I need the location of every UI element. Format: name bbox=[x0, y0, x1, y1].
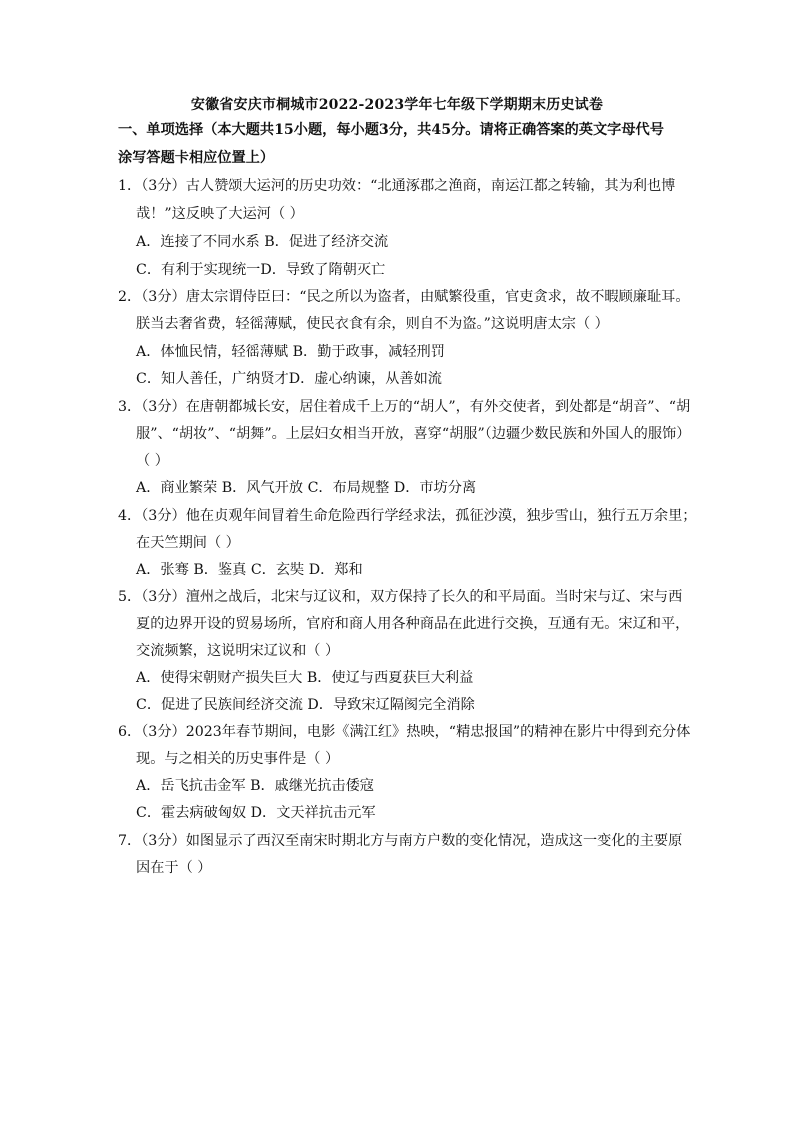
question-text-line: 6．（3分）2023年春节期间，电影《满江红》热映，“精忠报国”的精神在影片中得到充分体 bbox=[118, 724, 691, 740]
question-option-line: A．商业繁荣 B．风气开放 C．布局规整 D．市坊分离 bbox=[136, 480, 477, 496]
question-option-line: A．体恤民情，轻徭薄赋 B．勤于政事，减轻刑罚 bbox=[136, 344, 445, 360]
question-text-line: 服”、“胡妆”、“胡舞”。上层妇女相当开放，喜穿“胡服”（边疆少数民族和外国人的服饰） bbox=[136, 426, 691, 442]
question-option-line: A．使得宋朝财产损失巨大 B．使辽与西夏获巨大利益 bbox=[136, 670, 474, 686]
question-text-line: 5．（3分）澶州之战后，北宋与辽议和，双方保持了长久的和平局面。当时宋与辽、宋与西 bbox=[118, 589, 683, 605]
question-text-line: 4．（3分）他在贞观年间冒着生命危险西行学经求法，孤征沙漠，独步雪山，独行五万余里； bbox=[118, 508, 697, 524]
question-option-line: A．岳飞抗击金军 B．戚继光抗击倭寇 bbox=[136, 778, 374, 794]
question-text-line: 夏的边界开设的贸易场所，官府和商人用各种商品在此进行交换，互通有无。宋辽和平， bbox=[136, 616, 690, 632]
question-text-line: 2．（3分）唐太宗谓侍臣曰：“民之所以为盗者，由赋繁役重，官吏贪求，故不暇顾廉耻耳。 bbox=[118, 289, 690, 305]
question-text-line: 7．（3分）如图显示了西汉至南宋时期北方与南方户数的变化情况，造成这一变化的主要原 bbox=[118, 833, 683, 849]
question-text-line: 在天竺期间（ ） bbox=[136, 535, 240, 551]
question-text-line: 交流频繁，这说明宋辽议和（ ） bbox=[136, 643, 340, 659]
exam-title: 安徽省安庆市桐城市2022-2023学年七年级下学期期末历史试卷 bbox=[190, 97, 604, 113]
question-text-line: 朕当去奢省费，轻徭薄赋，使民衣食有余，则自不为盗。”这说明唐太宗（ ） bbox=[136, 316, 609, 332]
question-text-line: 哉！”这反映了大运河（ ） bbox=[136, 206, 304, 222]
section-heading-line-1: 一、单项选择（本大题共15小题，每小题3分，共45分。请将正确答案的英文字母代号 bbox=[118, 122, 664, 138]
question-option-line: C．促进了民族间经济交流 D．导致宋辽隔阂完全消除 bbox=[136, 697, 475, 713]
question-option-line: A．连接了不同水系 B．促进了经济交流 bbox=[136, 234, 389, 250]
question-option-line: C．霍去病破匈奴 D．文天祥抗击元军 bbox=[136, 805, 376, 821]
question-text-line: 现。与之相关的历史事件是（ ） bbox=[136, 751, 340, 767]
question-option-line: A．张骞 B．鉴真 C．玄奘 D．郑和 bbox=[136, 562, 363, 578]
question-option-line: C．有利于实现统一D．导致了隋朝灭亡 bbox=[136, 262, 386, 278]
question-text-line: 1．（3分）古人赞颂大运河的历史功效：“北通涿郡之渔商，南运江都之转输，其为利也博 bbox=[118, 178, 676, 194]
question-text-line: 因在于（ ） bbox=[136, 860, 212, 876]
question-option-line: C．知人善任，广纳贤才D．虚心纳谏，从善如流 bbox=[136, 371, 442, 387]
section-heading-line-2: 涂写答题卡相应位置上） bbox=[118, 150, 275, 166]
question-text-line: 3．（3分）在唐朝都城长安，居住着成千上万的“胡人”，有外交使者，到处都是“胡音”、“胡 bbox=[118, 399, 691, 415]
question-text-line: （ ） bbox=[136, 453, 169, 469]
